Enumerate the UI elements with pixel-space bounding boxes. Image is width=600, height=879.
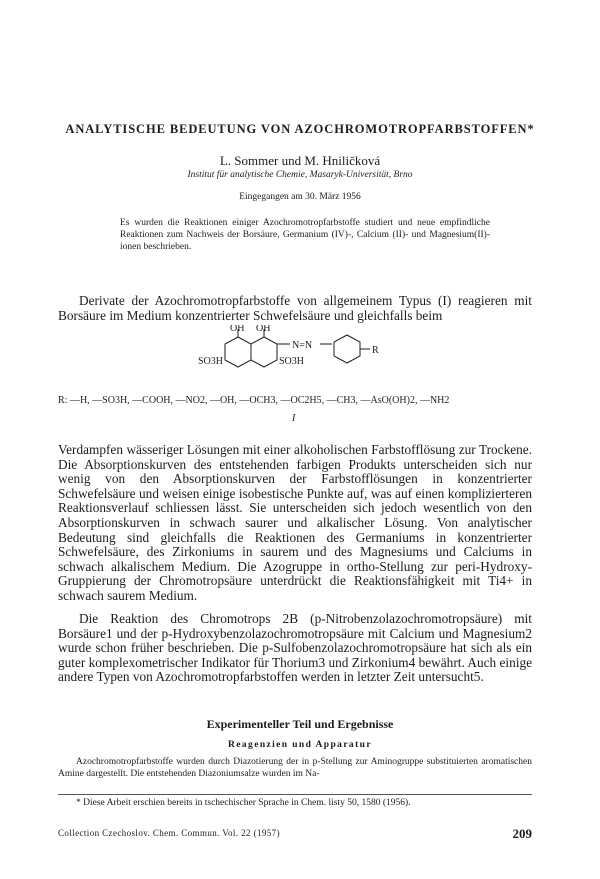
body-paragraph-1: Derivate der Azochromotropfarbstoffe von allgemeinem Typus (I) reagieren mit Borsäure im Medium konzentrierter Schwefelsäure und gleichfalls beim <box>58 293 532 323</box>
section-heading: Experimenteller Teil und Ergebnisse <box>206 717 394 731</box>
so3h-left-label: SO3H <box>198 356 224 367</box>
naphthalene-ring-right <box>251 337 277 367</box>
page-number: 209 <box>512 826 532 841</box>
so3h-right-label: SO3H <box>279 356 305 367</box>
subsection-heading: Reagenzien und Apparatur <box>228 740 372 750</box>
chemical-structure <box>190 325 410 385</box>
body-paragraph-3: Die Reaktion des Chromotrops 2B (p-Nitrobenzolazochromotropsäure) mit Borsäure1 und der p-Hydroxybenzolazochromotropsäure mit Calcium und Magnesium2 wurde schon früher beschrieben. Die p-Sulfobenzolazochromotropsäure hat sich als ein guter komplexometrischer Indikator für Thorium3 und Zirkonium4 bewährt. Auch einige andere Typen von Azochromotropfarbstoffen werden in letzter Zeit untersucht5. <box>58 611 532 685</box>
structure-label: I <box>292 413 296 424</box>
body-paragraph-2: Verdampfen wässeriger Lösungen mit einer alkoholischen Farbstofflösung zur Trockene. Die Absorptionskurven des entstehenden farbigen Produkts unterscheiden sich nur wenig von den Absorptionskurven der Farbstofflösungen in konzentrierter Schwefelsäure und weisen einige isobestische Punkte auf, was auf einen komplizierteren Reaktionsverlauf schliessen lässt. Sie unterscheiden sich jedoch wesentlich von den Absorptionskurven in schwach saurer und alkalischer Lösung. Von analytischer Bedeutung sind gleichfalls die Reaktionen des Germaniums in konzentrierter Schwefelsäure, des Zirkoniums in saurem und des Magnesiums und Calciums in schwach alkalischem Medium. Die Azogruppe in ortho-Stellung zur peri-Hydroxy-Gruppierung der Chromotropsäure unterdrückt die Reaktionsfähigkeit mit Ti4+ in schwach saurem Medium. <box>58 442 532 603</box>
r-label: R <box>372 345 379 356</box>
oh-left-label: OH <box>230 325 245 334</box>
received-date: Eingegangen am 30. März 1956 <box>239 192 361 202</box>
benzene-ring <box>334 335 360 363</box>
oh-right-label: OH <box>256 325 271 334</box>
article-title: ANALYTISCHE BEDEUTUNG VON AZOCHROMOTROPFARBSTOFFEN* <box>65 122 535 136</box>
naphthalene-ring-left <box>225 337 251 367</box>
r-substituents: R: —H, —SO3H, —COOH, —NO2, —OH, —OCH3, —OC2H5, —CH3, —AsO(OH)2, —NH2 <box>58 395 450 406</box>
abstract: Es wurden die Reaktionen einiger Azochromotropfarbstoffe studiert und neue empfindliche Reaktionen zum Nachweis der Borsäure, Germanium (IV)-, Calcium (II)- und Magnesium(II)-ionen beschrieben. <box>120 218 490 252</box>
article-authors: L. Sommer und M. Hniličková <box>219 153 381 168</box>
footnote: * Diese Arbeit erschien bereits in tschechischer Sprache in Chem. listy 50, 1580 (1956). <box>58 794 532 808</box>
journal-citation: Collection Czechoslov. Chem. Commun. Vol. 22 (1957) <box>58 828 280 838</box>
author-affiliation: Institut für analytische Chemie, Masaryk-Universität, Brno <box>187 170 413 180</box>
experimental-paragraph: Azochromotropfarbstoffe wurden durch Diazotierung der in p-Stellung zur Aminogruppe substituierten aromatischen Amine dargestellt. Die entstehenden Diazoniumsalze wurden im Na- <box>58 757 532 779</box>
azo-label: N=N <box>292 340 313 351</box>
